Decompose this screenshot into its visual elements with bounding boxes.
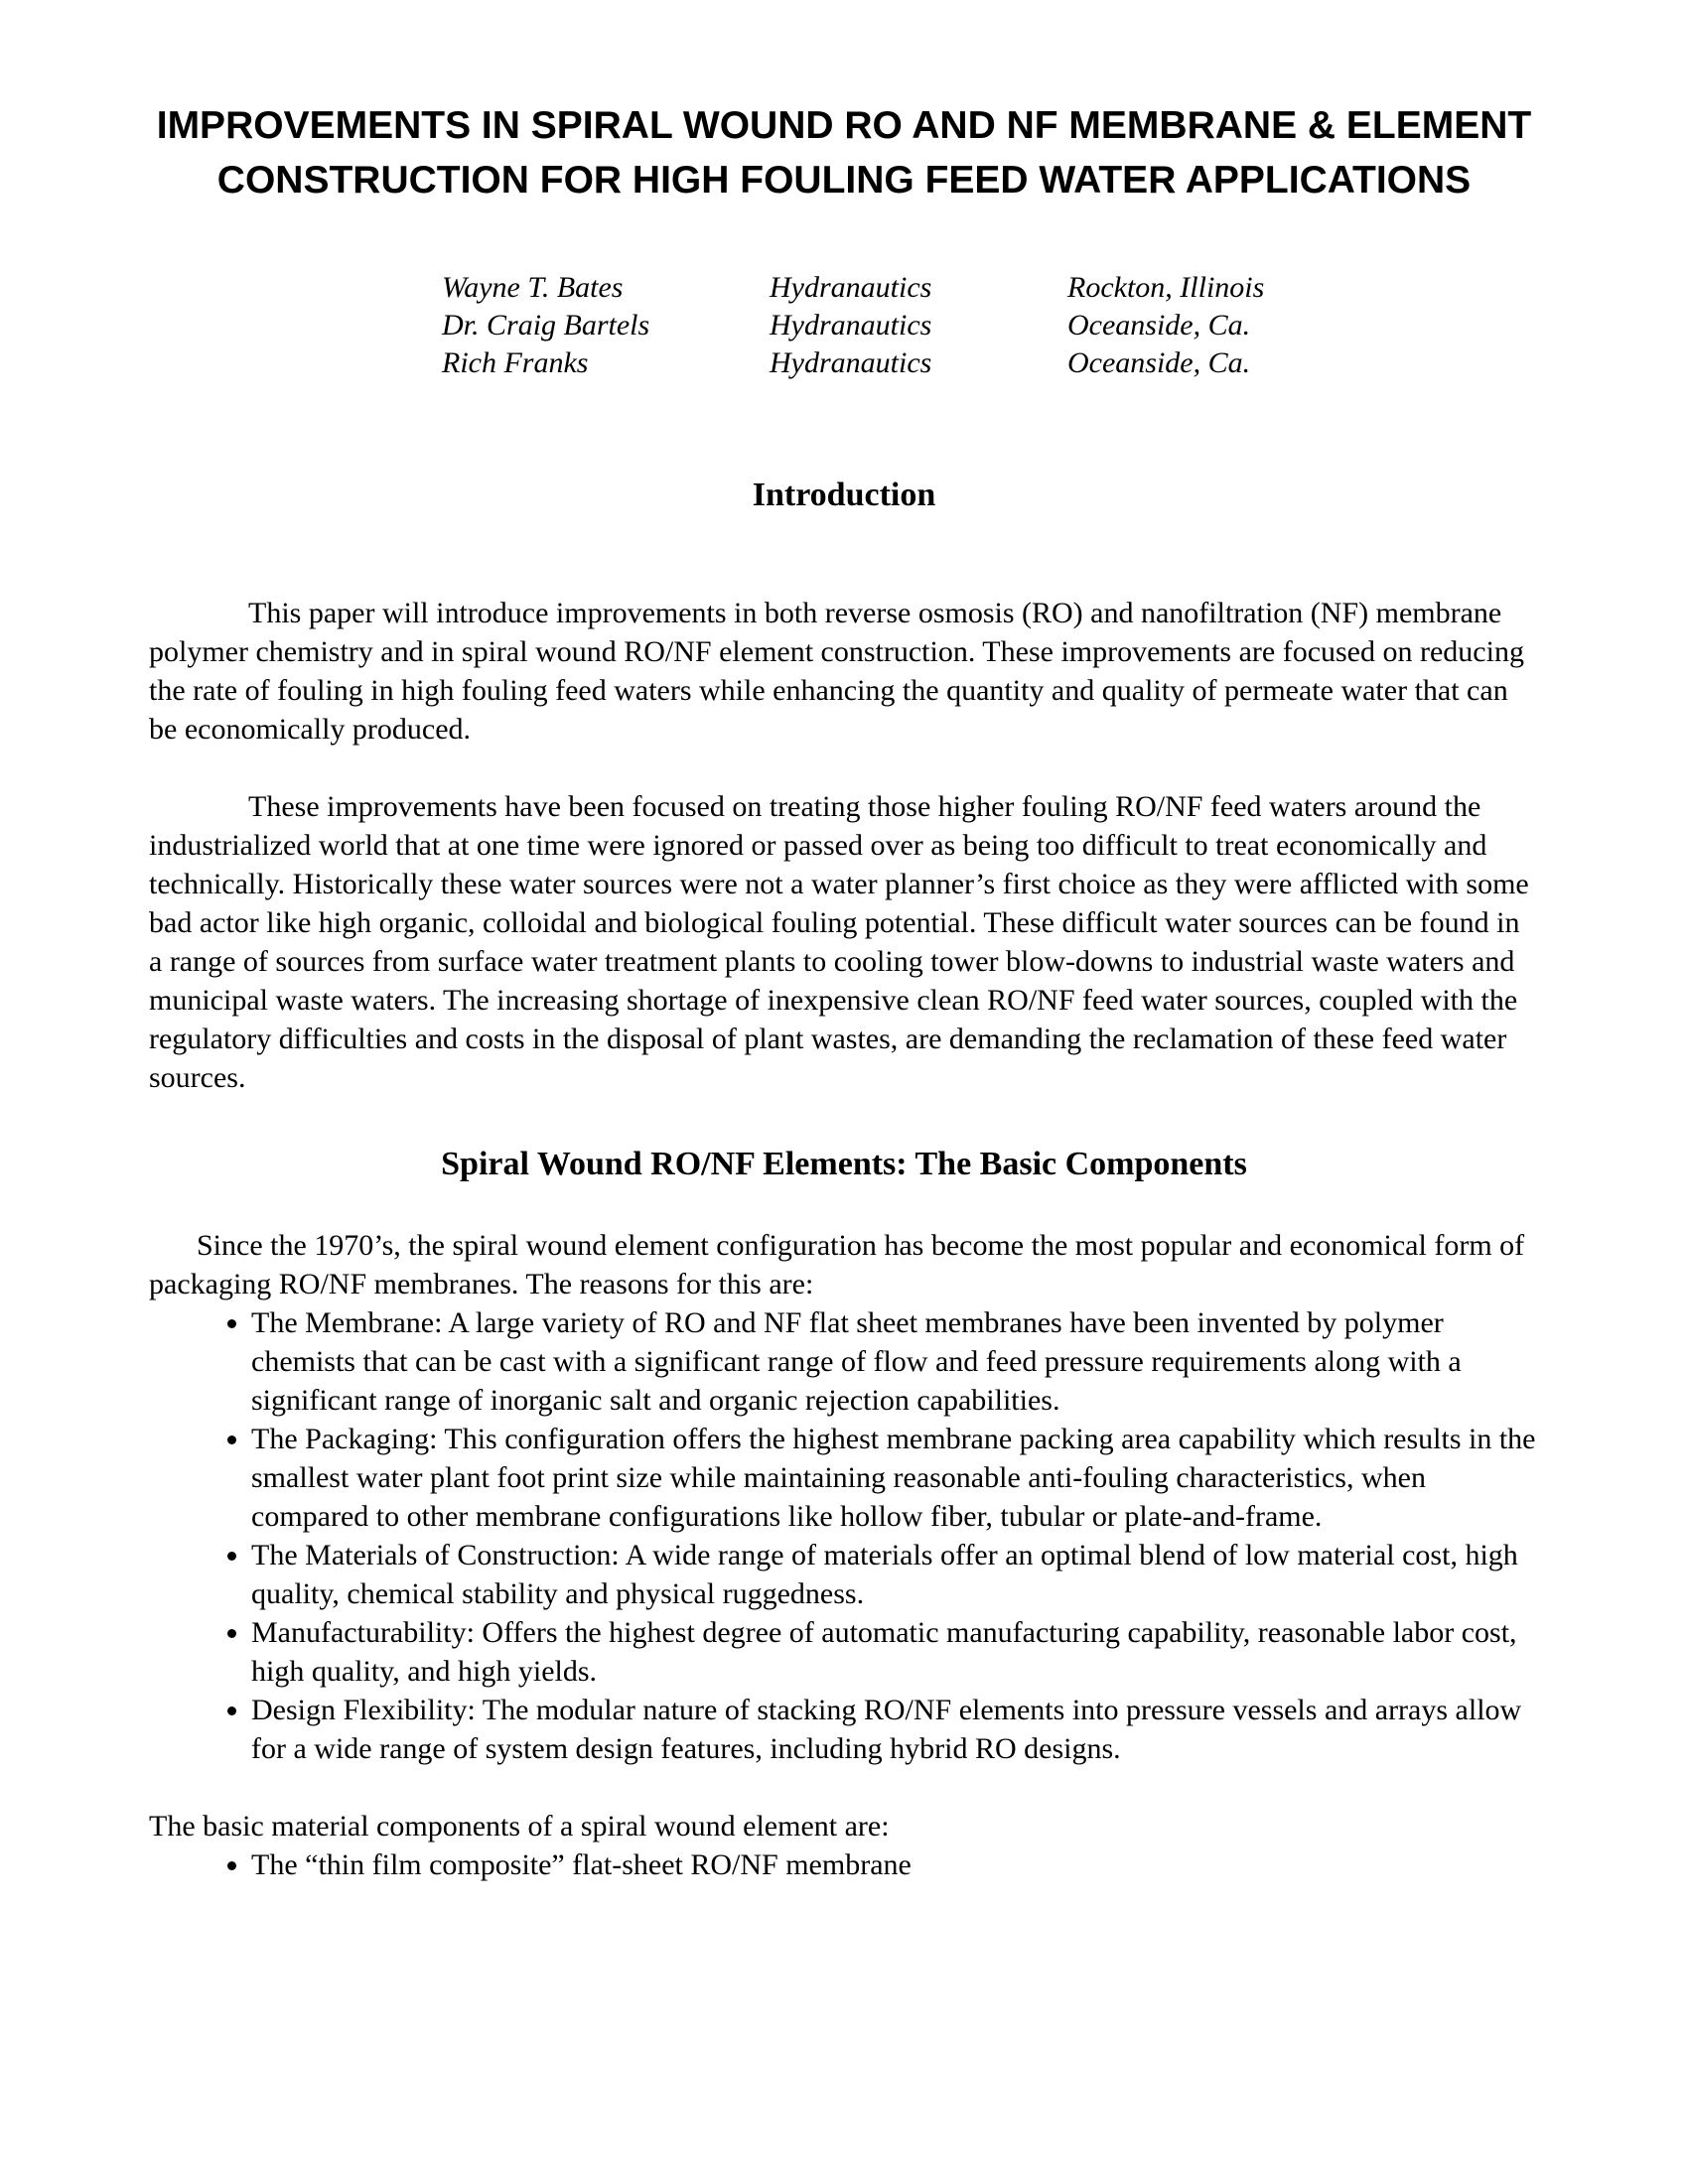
author-affiliation: Hydranautics [770, 309, 932, 342]
basic-components-bullet-list [149, 1845, 1539, 1884]
author-location: Rockton, Illinois [1067, 271, 1265, 305]
section-heading-introduction: Introduction [752, 477, 936, 514]
list-item: • The Packaging: This configuration offers the highest membrane packing area capability which results in the smallest water plant foot print size while maintaining reasonable anti-fouling characteristics, when compared to other membrane configurations like hollow fiber, tubular or plate-and-frame. [251, 1420, 1539, 1536]
list-item: • The “thin film composite” flat-sheet RO/NF membrane [251, 1845, 1539, 1884]
list-item: • The Membrane: A large variety of RO and NF flat sheet membranes have been invented by polymer chemists that can be cast with a significant range of flow and feed pressure requirements along with a significant range of inorganic salt and organic rejection capabilities. [251, 1303, 1539, 1420]
components-bullet-list [149, 1303, 1539, 1768]
author-location: Oceanside, Ca. [1067, 309, 1251, 342]
introduction-paragraph: This paper will introduce improvements in both reverse osmosis (RO) and nanofiltration (NF) membrane polymer chemistry and in spiral wound RO/NF element construction. These improvements are focused on reducing the rate of fouling in high fouling feed waters while enhancing the quantity and quality of permeate water that can be economically produced. [149, 596, 1524, 746]
author-affiliation: Hydranautics [770, 346, 932, 380]
basic-components-lead: The basic material components of a spiral wound element are: [149, 1809, 890, 1843]
list-item: • The Materials of Construction: A wide range of materials offer an optimal blend of low material cost, high quality, chemical stability and physical ruggedness. [251, 1536, 1539, 1613]
section-heading-components: Spiral Wound RO/NF Elements: The Basic Components [441, 1145, 1247, 1182]
author-block [442, 269, 1539, 382]
author-name: Wayne T. Bates [442, 271, 624, 305]
introduction-paragraph: These improvements have been focused on treating those higher fouling RO/NF feed waters around the industrialized world that at one time were ignored or passed over as being too difficult to treat economically and technically. Historically these water sources were not a water planner’s first choice as they were afflicted with some bad actor like high organic, colloidal and biological fouling potential. These difficult water sources can be found in a range of sources from surface water treatment plants to cooling tower blow-downs to industrial waste waters and municipal waste waters. The increasing shortage of inexpensive clean RO/NF feed water sources, coupled with the regulatory difficulties and costs in the disposal of plant wastes, are demanding the reclamation of these feed water sources. [149, 789, 1529, 1094]
author-location: Oceanside, Ca. [1067, 346, 1251, 380]
paper-title: IMPROVEMENTS IN SPIRAL WOUND RO AND NF MEMBRANE & ELEMENT CONSTRUCTION FOR HIGH FOULING FEED WATER APPLICATIONS [156, 104, 1532, 202]
list-item: • Design Flexibility: The modular nature of stacking RO/NF elements into pressure vessels and arrays allow for a wide range of system design features, including hybrid RO designs. [251, 1691, 1539, 1768]
list-item: • Manufacturability: Offers the highest degree of automatic manufacturing capability, reasonable labor cost, high quality, and high yields. [251, 1613, 1539, 1691]
author-affiliation: Hydranautics [770, 271, 932, 305]
author-name: Dr. Craig Bartels [442, 309, 650, 342]
components-intro-paragraph: Since the 1970’s, the spiral wound element configuration has become the most popular and economical form of packaging RO/NF membranes. The reasons for this are: [149, 1228, 1525, 1300]
author-name: Rich Franks [442, 346, 589, 380]
